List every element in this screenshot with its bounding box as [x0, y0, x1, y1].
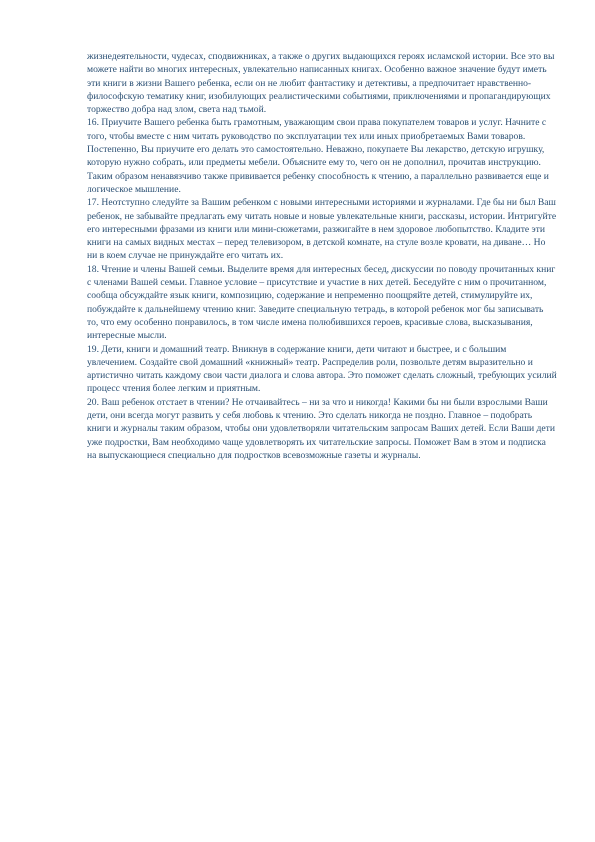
- paragraph-tip-20: 20. Ваш ребенок отстает в чтении? Не отчаивайтесь – ни за что и никогда! Какими бы ни были взрослыми Ваши дети, они всегда могут развить у себя любовь к чтению. Это сделать никогда не поздно. Главное – подобрать книги и журналы таким образом, чтобы они удовлетворяли читательским запросам Ваших детей. Если Ваши дети уже подростки, Вам необходимо чаще удовлетворять их читательские запросы. Поможет Вам в этом и подписка на выпускающиеся специально для подростков всевозможные газеты и журналы.: [87, 396, 556, 461]
- paragraph-tip-17: 17. Неотступно следуйте за Вашим ребенком с новыми интересными историями и журналами. Где бы ни был Ваш ребенок, не забывайте предлагать ему читать новые и новые увлекательные книги, рассказы, истории. Интригуйте его интересными фразами из книги или мини-сюжетами, разжигайте в нем здоровое любопытство. Кладите эти книги на самых видных местах – перед телевизором, в детской комнате, на стуле возле кровати, на диване… Но ни в коем случае не принуждайте его читать их.: [87, 197, 557, 262]
- paragraph-continuation: жизнедеятельности, чудесах, сподвижниках, а также о других выдающихся героях исламской истории. Все это вы можете найти во многих интересных, увлекательно написанных книгах. Особенно важное значение будут иметь эти книги в жизни Вашего ребенка, если он не любит фантастику и детективы, а предпочитает нравственно-философскую тематику книг, изобилующих реалистическими событиями, приключениями и пропагандирующих торжество добра над злом, света над тьмой.: [87, 51, 555, 116]
- paragraph-tip-19: 19. Дети, книги и домашний театр. Вникнув в содержание книги, дети читают и быстрее, и с большим увлечением. Создайте свой домашний «книжный» театр. Распределив роли, позвольте детям выразительно и артистично читать каждому свои части диалога и слова автора. Это поможет сделать сложный, требующих усилий процесс чтения более легким и приятным.: [87, 343, 557, 395]
- document-page: [87, 50, 557, 462]
- paragraph-tip-18: 18. Чтение и члены Вашей семьи. Выделите время для интересных бесед, дискуссии по поводу прочитанных книг с членами Вашей семьи. Главное условие – присутствие и участие в них детей. Беседуйте с ним о прочитанном, сообща обсуждайте язык книги, композицию, содержание и непременно поощряйте детей, стимулируйте их, побуждайте к дальнейшему чтению книг. Заведите специальную тетрадь, в которой ребенок мог бы записывать то, что ему особенно понравилось, в том числе имена полюбившихся героев, красивые слова, высказывания, интересные мысли.: [87, 263, 556, 342]
- paragraph-tip-16: 16. Приучите Вашего ребенка быть грамотным, уважающим свои права покупателем товаров и услуг. Начните с того, чтобы вместе с ним читать руководство по эксплуатации тех или иных приобретаемых Вами товаров. Постепенно, Вы приучите его делать это самостоятельно. Неважно, покупаете Вы лекарство, детскую игрушку, которую нужно собрать, или предметы мебели. Объясните ему то, чего он не дополнил, прочитав инструкцию. Таким образом ненавязчиво также прививается ребенку способность к чтению, а параллельно развивается еще и логическое мышление.: [87, 117, 549, 195]
